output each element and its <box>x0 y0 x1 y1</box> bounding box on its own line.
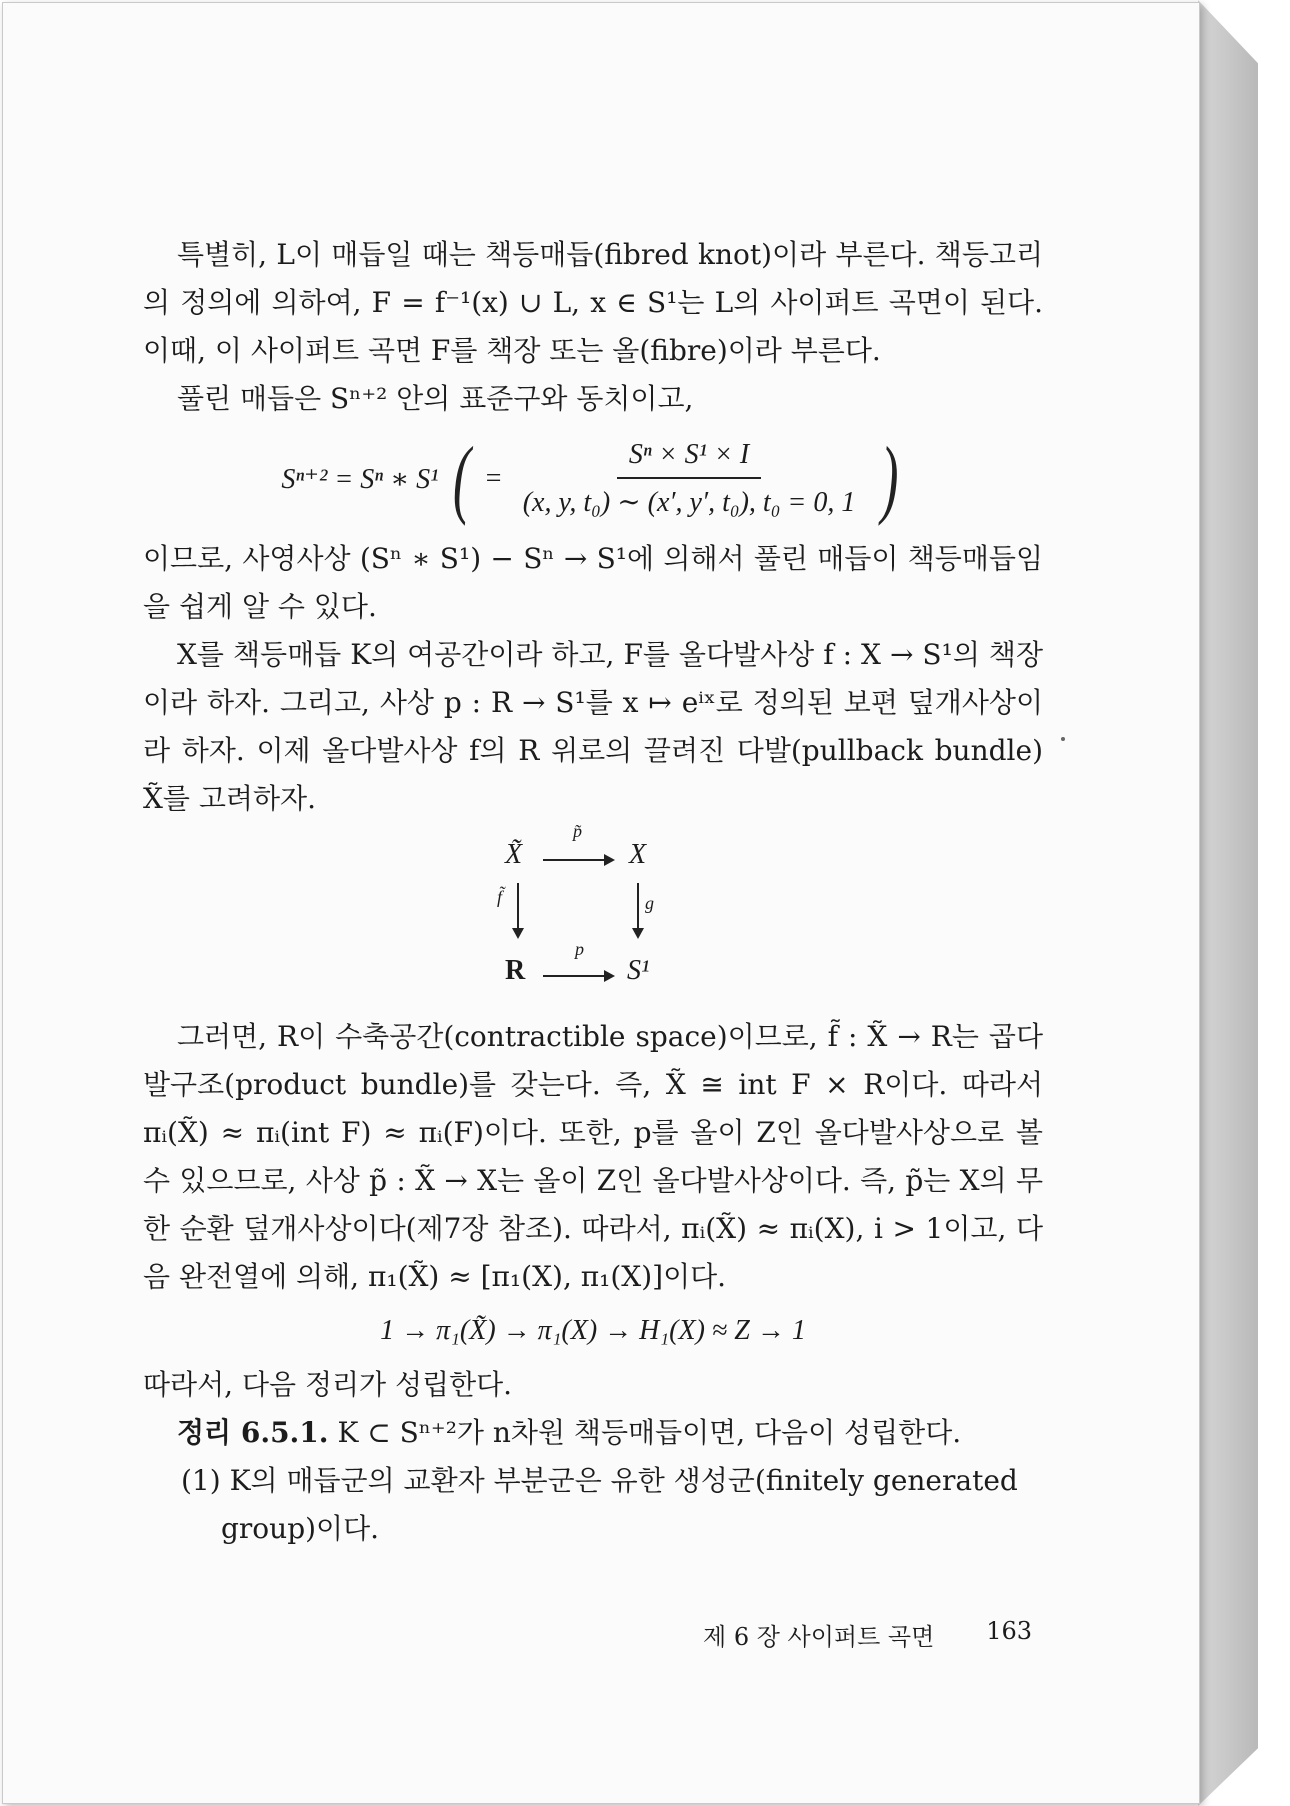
paren-open: ( <box>452 430 470 527</box>
diagram-right-arrow-label: g <box>645 893 654 913</box>
diagram-top-arrow <box>543 859 613 861</box>
diagram-left-arrow <box>517 883 519 937</box>
item-1-text: K의 매듭군의 교환자 부분군은 유한 생성군(finitely generated group)이다. <box>221 1464 1018 1545</box>
paragraph-contractible: 그러면, R이 수축공간(contractible space)이므로, f̃ : X̃ → R는 곱다발구조(product bundle)를 갖는다. 즉, X̃ ≅ int F × R이다. 따라서 πᵢ(X̃) ≈ πᵢ(int F) ≈ πᵢ(F)이다. 또한, p를 올이 Z인 올다발사상으로 볼 수 있으므로, 사상 p̃ : X̃ → X는 올이 Z인 올다발사상이다. 즉, p̃는 X의 무한 순환 덮개사상이다(제7장 참조). 따라서, πᵢ(X̃) ≈ πᵢ(X), i > 1이고, 다음 완전열에 의해, π₁(X̃) ≈ [π₁(X), π₁(X)]이다. <box>143 1020 1043 1293</box>
paren-close: ) <box>881 430 899 527</box>
equation-join-lhs: Sⁿ⁺² = Sⁿ ∗ S¹ <box>281 464 439 495</box>
paragraph-therefore: 따라서, 다음 정리가 성립한다. <box>143 1368 513 1401</box>
quotient-fraction <box>511 439 868 519</box>
diagram-bottom-arrow-label: p <box>575 939 584 959</box>
diagram-top-right: X <box>629 839 647 870</box>
page-footer <box>703 1617 1032 1652</box>
commutative-diagram <box>143 821 1043 1007</box>
theorem-6-5-1 <box>143 1409 1043 1457</box>
theorem-item-1 <box>143 1457 1043 1553</box>
paragraph-projection: 이므로, 사영사상 (Sⁿ ∗ S¹) − Sⁿ → S¹에 의해서 풀린 매듭이 책등매듭임을 쉽게 알 수 있다. <box>143 542 1043 623</box>
paragraph-unknot: 풀린 매듭은 Sⁿ⁺² 안의 표준구와 동치이고, <box>177 382 694 415</box>
exact-sequence: 1 → π₁(X̃) → π₁(X) → H₁(X) ≈ Z → 1 <box>380 1315 806 1346</box>
fraction-denominator: (x, y, t₀) ∼ (x′, y′, t₀), t₀ = 0, 1 <box>522 487 856 518</box>
theorem-statement: K ⊂ Sⁿ⁺²가 n차원 책등매듭이면, 다음이 성립한다. <box>337 1416 962 1449</box>
diagram-top-left: X̃ <box>505 839 523 870</box>
book-page <box>2 2 1200 1804</box>
book-spine-edge <box>1198 0 1258 1806</box>
footer-chapter: 제 6 장 사이퍼트 곡면 <box>703 1623 935 1651</box>
paragraph-complement: X를 책등매듭 K의 여공간이라 하고, F를 올다발사상 f : X → S¹의 책장이라 하자. 그리고, 사상 p : R → S¹를 x ↦ eⁱˣ로 정의된 보편 덮개사상이라 하자. 이제 올다발사상 f의 R 위로의 끌려진 다발(pullback bundle) X̃를 고려하자. <box>143 638 1043 815</box>
diagram-bottom-left: R <box>505 955 526 986</box>
fraction-numerator: Sⁿ × S¹ × I <box>617 439 761 479</box>
equation-join <box>143 431 1043 527</box>
paragraph-fibred-knot: 특별히, L이 매듭일 때는 책등매듭(fibred knot)이라 부른다. 책등고리의 정의에 의하여, F = f⁻¹(x) ∪ L, x ∈ S¹는 L의 사이퍼트 곡면이 된다. 이때, 이 사이퍼트 곡면 F를 책장 또는 올(fibre)이라 부른다. <box>143 238 1043 367</box>
diagram-left-arrow-label: f̃ <box>497 887 503 907</box>
stray-mark <box>1061 737 1065 741</box>
page-body <box>143 231 1043 1553</box>
item-1-label: (1) <box>181 1464 221 1497</box>
diagram-right-arrow <box>637 883 639 937</box>
diagram-bottom-arrow <box>543 975 613 977</box>
equation-join-eq-sign: = <box>483 463 503 494</box>
footer-page-number: 163 <box>986 1617 1033 1645</box>
theorem-label: 정리 6.5.1. <box>177 1416 329 1449</box>
diagram-bottom-right: S¹ <box>627 955 650 986</box>
diagram-top-arrow-label: p̃ <box>573 821 582 841</box>
